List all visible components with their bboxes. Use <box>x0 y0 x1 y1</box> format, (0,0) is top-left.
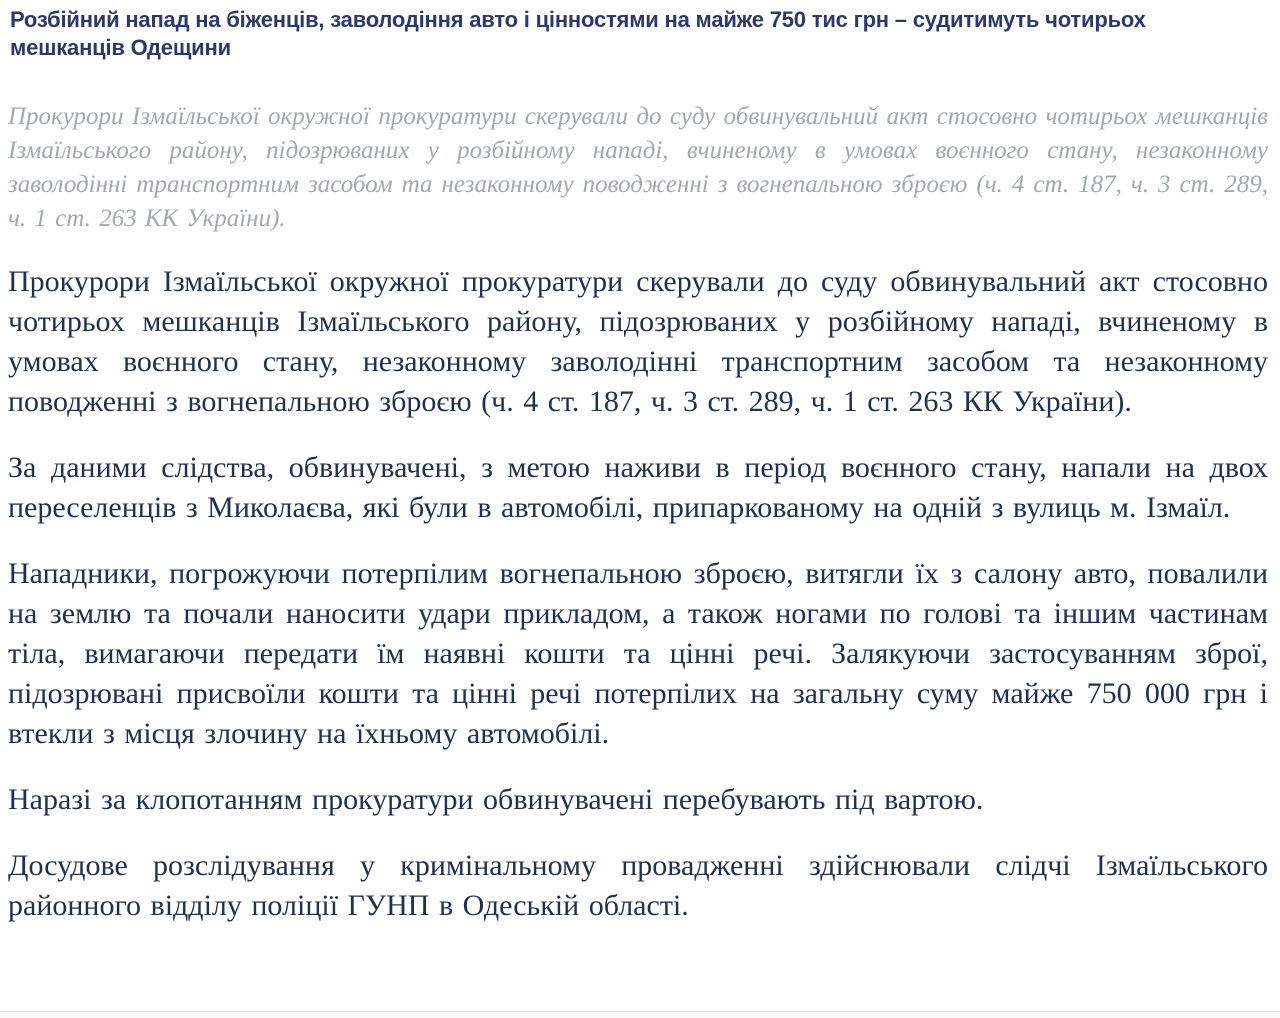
article-paragraph: Прокурори Ізмаїльської окружної прокуратури скерували до суду обвинувальний акт стосовно чотирьох мешканців Ізмаїльського району, підозрюваних у розбійному нападі, вчиненому в умовах воєнного стану, незаконному заволодінні транспортним засобом та незаконному поводженні з вогнепальною зброєю (ч. 4 ст. 187, ч. 3 ст. 289, ч. 1 ст. 263 КК України). <box>8 265 1268 418</box>
bottom-strip <box>0 1012 1280 1018</box>
article-paragraph: Нападники, погрожуючи потерпілим вогнепальною зброєю, витягли їх з салону авто, повалили на землю та почали наносити удари прикладом, а також ногами по голові та іншим частинам тіла, вимагаючи передати їм наявні кошти та цінні речі. Залякуючи застосуванням зброї, підозрювані присвоїли кошти та цінні речі потерпілих на загальну суму майже 750 000 грн і втекли з місця злочину на їхньому автомобілі. <box>8 557 1268 750</box>
article-paragraph: Наразі за клопотанням прокуратури обвинувачені перебувають під вартою. <box>8 783 984 816</box>
article-lead: Прокурори Ізмаїльської окружної прокуратури скерували до суду обвинувальний акт стосовно чотирьох мешканців Ізмаїльського району, підозрюваних у розбійному нападі, вчиненому в умовах воєнного стану, незаконному заволодінні транспортним засобом та незаконному поводженні з вогнепальною зброєю (ч. 4 ст. 187, ч. 3 ст. 289, ч. 1 ст. 263 КК України). <box>8 103 1268 232</box>
article-paragraph: За даними слідства, обвинувачені, з метою наживи в період воєнного стану, напали на двох переселенців з Миколаєва, які були в автомобілі, припаркованому на одній з вулиць м. Ізмаїл. <box>8 451 1268 524</box>
article-paragraph: Досудове розслідування у кримінальному провадженні здійснювали слідчі Ізмаїльського районного відділу поліції ГУНП в Одеській області. <box>8 849 1268 922</box>
article-title: Розбійний напад на біженців, заволодіння авто і цінностями на майже 750 тис грн – судитимуть чотирьох мешканців Одещини <box>10 7 1146 60</box>
